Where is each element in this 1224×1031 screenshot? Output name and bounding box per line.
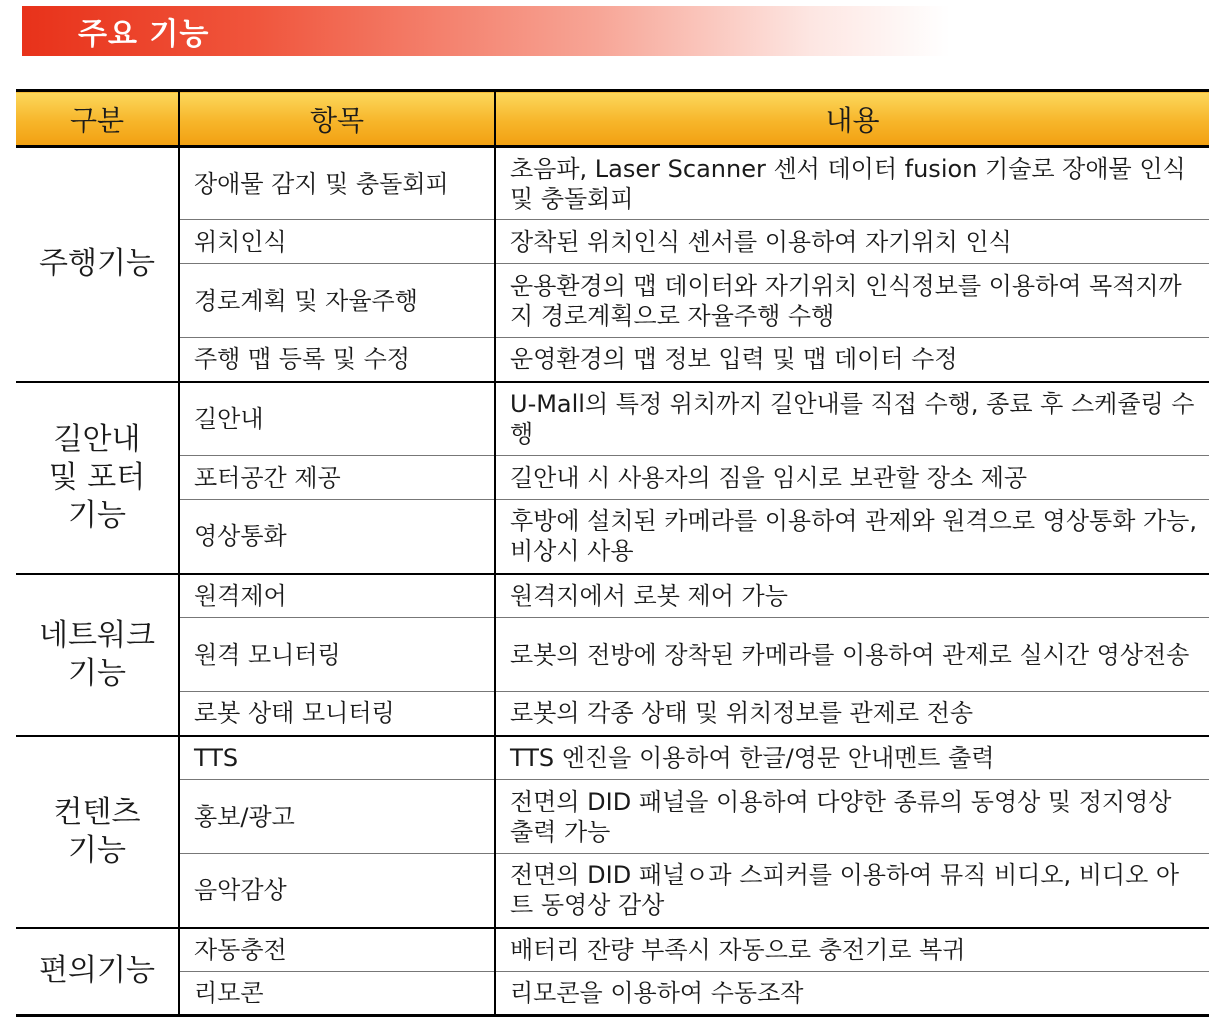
description-cell: 후방에 설치된 카메라를 이용하여 관제와 원격으로 영상통화 가능, 비상시 사용 bbox=[495, 500, 1209, 574]
features-table bbox=[16, 89, 1209, 1017]
item-cell: 영상통화 bbox=[179, 500, 495, 574]
category-cell: 네트워크 기능 bbox=[16, 574, 179, 736]
table-row bbox=[16, 338, 1209, 382]
item-cell: 포터공간 제공 bbox=[179, 456, 495, 500]
description-cell: 장착된 위치인식 센서를 이용하여 자기위치 인식 bbox=[495, 220, 1209, 264]
item-cell: 홍보/광고 bbox=[179, 780, 495, 854]
table-row bbox=[16, 147, 1209, 220]
item-cell: 원격제어 bbox=[179, 574, 495, 618]
category-cell: 편의기능 bbox=[16, 928, 179, 1016]
description-cell: 운영환경의 맵 정보 입력 및 맵 데이터 수정 bbox=[495, 338, 1209, 382]
item-cell: 원격 모니터링 bbox=[179, 618, 495, 692]
header-description: 내용 bbox=[495, 91, 1209, 147]
table-row bbox=[16, 972, 1209, 1016]
table-row bbox=[16, 780, 1209, 854]
description-cell: 로봇의 각종 상태 및 위치정보를 관제로 전송 bbox=[495, 692, 1209, 736]
item-cell: 길안내 bbox=[179, 382, 495, 456]
description-cell: 운용환경의 맵 데이터와 자기위치 인식정보를 이용하여 목적지까지 경로계획으로 자율주행 수행 bbox=[495, 264, 1209, 338]
category-cell: 길안내 및 포터 기능 bbox=[16, 382, 179, 574]
table-row bbox=[16, 500, 1209, 574]
item-cell: 자동충전 bbox=[179, 928, 495, 972]
item-cell: 로봇 상태 모니터링 bbox=[179, 692, 495, 736]
item-cell: 리모콘 bbox=[179, 972, 495, 1016]
table-row bbox=[16, 618, 1209, 692]
table-row bbox=[16, 382, 1209, 456]
description-cell: 전면의 DID 패널을 이용하여 다양한 종류의 동영상 및 정지영상 출력 가능 bbox=[495, 780, 1209, 854]
section-title: 주요 기능 bbox=[78, 17, 210, 52]
description-cell: 배터리 잔량 부족시 자동으로 충전기로 복귀 bbox=[495, 928, 1209, 972]
description-cell: 길안내 시 사용자의 짐을 임시로 보관할 장소 제공 bbox=[495, 456, 1209, 500]
item-cell: 장애물 감지 및 충돌회피 bbox=[179, 147, 495, 220]
category-cell: 주행기능 bbox=[39, 246, 155, 282]
description-cell: 리모콘을 이용하여 수동조작 bbox=[495, 972, 1209, 1016]
header-item: 항목 bbox=[179, 91, 495, 147]
description-cell: 전면의 DID 패널ㅇ과 스피커를 이용하여 뮤직 비디오, 비디오 아트 동영상 감상 bbox=[495, 854, 1209, 928]
description-cell: 원격지에서 로봇 제어 가능 bbox=[495, 574, 1209, 618]
section-banner bbox=[22, 6, 950, 56]
item-cell: 음악감상 bbox=[179, 854, 495, 928]
table-row bbox=[16, 264, 1209, 338]
table-row bbox=[16, 854, 1209, 928]
table-row bbox=[16, 928, 1209, 972]
table-header-row bbox=[16, 91, 1209, 147]
category-cell: 컨텐츠 기능 bbox=[16, 736, 179, 928]
table-row bbox=[16, 574, 1209, 618]
table-row bbox=[16, 456, 1209, 500]
header-category: 구분 bbox=[16, 91, 179, 147]
description-cell: 로봇의 전방에 장착된 카메라를 이용하여 관제로 실시간 영상전송 bbox=[495, 618, 1209, 692]
item-cell: 주행 맵 등록 및 수정 bbox=[179, 338, 495, 382]
table-row bbox=[16, 736, 1209, 780]
description-cell: U-Mall의 특정 위치까지 길안내를 직접 수행, 종료 후 스케쥴링 수행 bbox=[495, 382, 1209, 456]
item-cell: 경로계획 및 자율주행 bbox=[179, 264, 495, 338]
description-cell: TTS 엔진을 이용하여 한글/영문 안내멘트 출력 bbox=[495, 736, 1209, 780]
description-cell: 초음파, Laser Scanner 센서 데이터 fusion 기술로 장애물 인식 및 충돌회피 bbox=[495, 147, 1209, 220]
table-row bbox=[16, 692, 1209, 736]
item-cell: TTS bbox=[179, 736, 495, 780]
table-row bbox=[16, 220, 1209, 264]
item-cell: 위치인식 bbox=[179, 220, 495, 264]
